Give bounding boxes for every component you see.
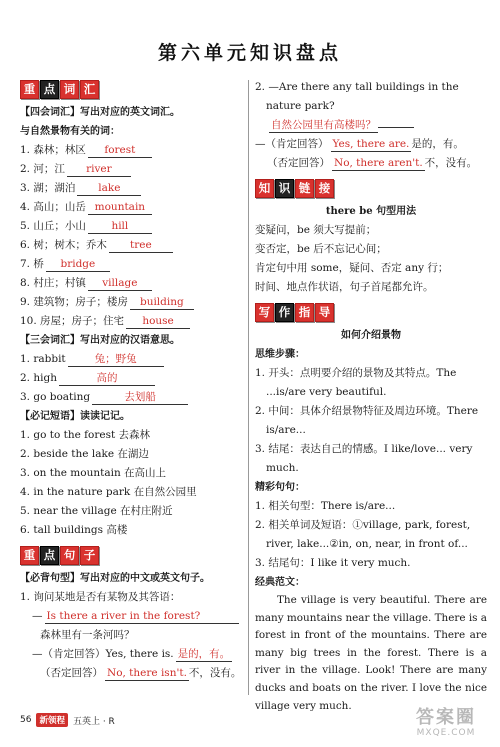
meaning-item	[20, 350, 242, 369]
vocab-question: 9. 建筑物；房子；楼房	[20, 296, 128, 308]
pattern-prompt: 1. 询问某地是否有某物及其答语：	[20, 591, 181, 603]
vocab-answer: lake	[77, 182, 141, 196]
vocab-question: 4. 高山；山岳	[20, 201, 86, 213]
vocab-answer: hill	[88, 220, 152, 234]
vocab-item	[20, 255, 242, 274]
step-item: 2. 中间：具体介绍景物特征及周边环境。There is/are...	[255, 405, 479, 436]
badge-char: 重	[20, 80, 39, 99]
badge-char: 知	[255, 179, 274, 198]
badge-char: 导	[315, 303, 334, 322]
grammar-line: 变否定，be 后不忘记心间；	[255, 243, 387, 255]
meaning-answer: 去划船	[92, 391, 188, 405]
badge-char: 重	[20, 546, 39, 565]
pattern2-negative	[255, 154, 487, 173]
vocab-answer: village	[88, 277, 152, 291]
vocab-question: 6. 树；树木；乔木	[20, 239, 107, 251]
positive-answer: 是的，有。	[177, 648, 231, 660]
vocab-item	[20, 217, 242, 236]
vocab-item	[20, 160, 242, 179]
pattern2-positive	[255, 135, 487, 154]
sentence-item: 1. 相关句型：There is/are...	[255, 500, 396, 512]
negative-tail: 不，没有。	[188, 667, 242, 679]
vocab-item	[20, 179, 242, 198]
phrase-item: 3. on the mountain 在高山上	[20, 467, 167, 479]
vocab-answer: house	[126, 315, 190, 329]
vocab-question: 3. 湖；湖泊	[20, 182, 76, 194]
vocab-answer: bridge	[46, 258, 110, 272]
badge-char: 点	[40, 80, 59, 99]
vocab-question: 10. 房屋；房子；住宅	[20, 315, 125, 327]
sample-essay: The village is very beautiful. There are many mountains near the village. There is a forest in front of the mountains. There are many big trees in the forest. There is a river in the village. Look! There are many ducks and boats on the river. I love the nice village very much.	[255, 594, 487, 712]
badge-char: 句	[60, 546, 79, 565]
publisher-logo: 新领程	[36, 713, 68, 727]
watermark	[398, 708, 494, 738]
positive-answer: Yes, there are.	[332, 138, 410, 150]
badge-key-vocab	[20, 80, 99, 99]
phrase-item: 4. in the nature park 在自然公园里	[20, 486, 197, 498]
pattern-cn: 森林里有一条河吗？	[40, 629, 135, 641]
badge-char: 接	[315, 179, 334, 198]
pattern-answer-line	[20, 607, 242, 626]
column-divider	[248, 80, 249, 695]
vocab-question: 8. 村庄；村镇	[20, 277, 86, 289]
vocab-question: 2. 河；江	[20, 163, 65, 175]
meaning-item	[20, 388, 242, 407]
badge-char: 指	[295, 303, 314, 322]
grammar-line: 时间、地点作状语，句子首尾都允许。	[255, 281, 434, 293]
meaning-answer: 兔；野兔	[68, 353, 164, 367]
right-column	[255, 78, 487, 715]
badge-char: 子	[80, 546, 99, 565]
badge-char: 作	[275, 303, 294, 322]
vocab-item	[20, 198, 242, 217]
phrases-heading: 【必记短语】读读记记。	[20, 411, 130, 422]
pattern-negative	[20, 664, 242, 683]
positive-tail: 是的，有。	[411, 138, 464, 150]
steps-heading: 思维步骤：	[255, 349, 305, 360]
vocab-answer: tree	[109, 239, 173, 253]
vocab-question: 7. 桥	[20, 258, 44, 270]
vocab-answer: forest	[88, 144, 152, 158]
sentences-heading: 精彩句句：	[255, 482, 305, 493]
meaning-item	[20, 369, 242, 388]
pattern-answer: Is there a river in the forest?	[45, 610, 239, 624]
vocab-question: 1. 森林；林区	[20, 144, 86, 156]
phrase-item: 2. beside the lake 在湖边	[20, 448, 149, 460]
pattern2-prompt: 2. —Are there any tall buildings in the nature park?	[255, 81, 459, 112]
badge-knowledge-link	[255, 179, 334, 198]
sentence-item: 3. 结尾句：I like it very much.	[255, 557, 411, 569]
vocab-item	[20, 274, 242, 293]
badge-char: 点	[40, 546, 59, 565]
step-item: 1. 开头：点明要介绍的景物及其特点。The ...is/are very beautiful.	[255, 367, 457, 398]
page-footer	[20, 713, 115, 727]
page-title: 第六单元知识盘点	[157, 42, 342, 64]
negative-answer: No, there isn't.	[107, 667, 187, 679]
negative-label: （否定回答）	[267, 157, 330, 169]
four-words-heading: 【四会词汇】写出对应的英文词汇。	[20, 107, 180, 118]
page-number: 56	[20, 715, 32, 725]
grade-label: 五英上 · R	[72, 716, 115, 727]
vocab-item	[20, 236, 242, 255]
grammar-line: 变疑问，be 须大写提前；	[255, 224, 377, 236]
phrase-item: 1. go to the forest 去森林	[20, 429, 151, 441]
vocab-answer: mountain	[88, 201, 152, 215]
writing-title: 如何介绍景物	[341, 330, 401, 341]
badge-char: 汇	[80, 80, 99, 99]
pattern-positive	[20, 645, 242, 664]
grammar-title: there be 句型用法	[325, 206, 417, 217]
three-words-heading: 【三会词汇】写出对应的汉语意思。	[20, 335, 180, 346]
patterns-heading: 【必背句型】写出对应的中文或英文句子。	[20, 573, 210, 584]
grammar-line: 肯定句中用 some，疑问、否定 any 行；	[255, 262, 449, 274]
watermark-main: 答案圈	[416, 707, 476, 728]
pattern2-answer-line	[255, 116, 487, 135]
negative-tail: 不，没有。	[424, 157, 478, 169]
left-column	[20, 78, 242, 683]
negative-label: （否定回答）	[40, 667, 103, 679]
answer-blank	[378, 116, 414, 128]
badge-key-sentences	[20, 546, 99, 565]
positive-label: —（肯定回答）	[255, 138, 329, 150]
badge-char: 链	[295, 179, 314, 198]
badge-char: 识	[275, 179, 294, 198]
sentence-item: 2. 相关单词及短语：①village, park, forest, river, lake...②in, on, near, in front of...	[255, 519, 471, 550]
badge-writing-guide	[255, 303, 334, 322]
vocab-answer: building	[130, 296, 194, 310]
meaning-question: 3. go boating	[20, 391, 91, 403]
badge-char: 写	[255, 303, 274, 322]
four-words-subheading: 与自然景物有关的词：	[20, 126, 120, 137]
vocab-item	[20, 141, 242, 160]
sample-heading: 经典范文：	[255, 577, 305, 588]
vocab-item	[20, 312, 242, 331]
meaning-answer: 高的	[59, 372, 155, 386]
pattern2-answer: 自然公园里有高楼吗？	[271, 119, 376, 131]
badge-char: 词	[60, 80, 79, 99]
vocab-question: 5. 山丘；小山	[20, 220, 86, 232]
positive-label: —（肯定回答）Yes, there is.	[32, 648, 174, 660]
vocab-item	[20, 293, 242, 312]
dash: —	[32, 610, 43, 622]
meaning-question: 2. high	[20, 372, 57, 384]
phrase-item: 6. tall buildings 高楼	[20, 524, 128, 536]
phrase-item: 5. near the village 在村庄附近	[20, 505, 173, 517]
meaning-question: 1. rabbit	[20, 353, 66, 365]
step-item: 3. 结尾：表达自己的情感。I like/love... very much.	[255, 443, 473, 474]
negative-answer: No, there aren't.	[334, 157, 423, 169]
watermark-sub: MXQE.COM	[416, 728, 476, 738]
vocab-answer: river	[67, 163, 131, 177]
